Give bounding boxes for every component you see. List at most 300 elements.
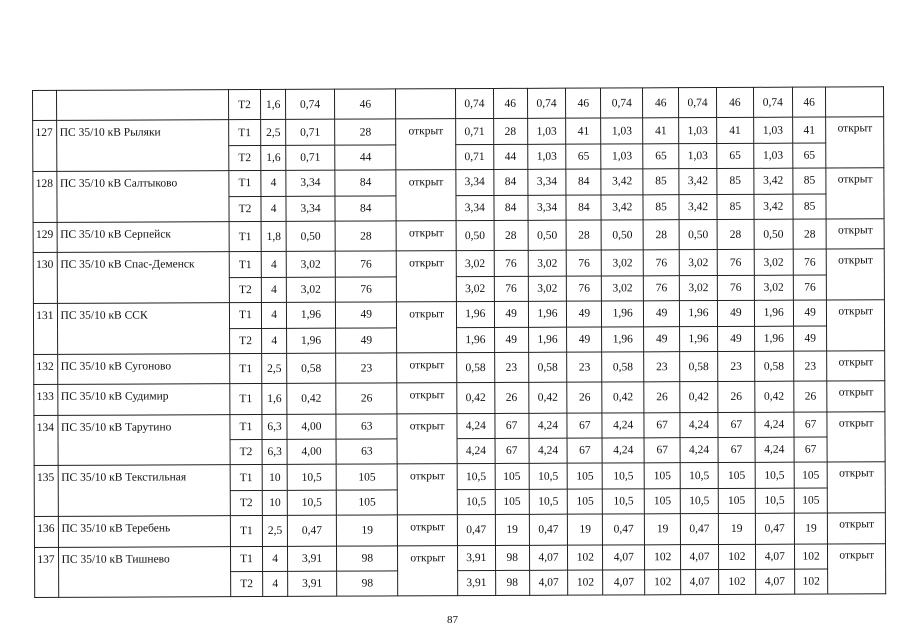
forecast-load: 10,5 bbox=[529, 489, 568, 515]
load-percent: 28 bbox=[335, 221, 397, 252]
forecast-percent: 19 bbox=[794, 513, 828, 544]
forecast-percent: 67 bbox=[495, 413, 529, 439]
status-cell: открыт bbox=[398, 545, 458, 596]
forecast-percent: 76 bbox=[644, 275, 680, 301]
forecast-load: 4,07 bbox=[681, 570, 719, 596]
substation-load-table bbox=[32, 86, 886, 598]
transformer-id: Т2 bbox=[230, 572, 263, 598]
forecast-percent: 67 bbox=[644, 412, 680, 438]
forecast-percent: 84 bbox=[566, 195, 601, 221]
load-value: 3,02 bbox=[286, 252, 335, 278]
forecast-load: 0,47 bbox=[529, 514, 568, 545]
forecast-load: 0,74 bbox=[601, 88, 643, 119]
load-value: 0,71 bbox=[286, 145, 335, 171]
page-number: 87 bbox=[447, 614, 458, 626]
forecast-percent: 76 bbox=[567, 250, 602, 276]
table-row bbox=[33, 168, 884, 197]
forecast-load: 0,71 bbox=[456, 119, 494, 145]
status-cell: открыт bbox=[396, 119, 456, 170]
forecast-load: 1,96 bbox=[602, 326, 644, 352]
forecast-load: 4,07 bbox=[755, 569, 794, 595]
forecast-percent: 67 bbox=[718, 412, 755, 438]
forecast-percent: 28 bbox=[793, 219, 827, 250]
load-value: 0,74 bbox=[285, 89, 334, 120]
row-index: 129 bbox=[33, 222, 57, 252]
forecast-percent: 49 bbox=[567, 301, 602, 327]
rated-power: 4 bbox=[261, 171, 286, 196]
forecast-load: 3,42 bbox=[754, 194, 793, 220]
table-row bbox=[33, 117, 884, 146]
forecast-load: 10,5 bbox=[755, 488, 794, 514]
load-percent: 84 bbox=[335, 195, 397, 221]
forecast-load: 1,96 bbox=[456, 327, 494, 353]
load-percent: 28 bbox=[335, 119, 397, 145]
forecast-load: 1,96 bbox=[754, 300, 793, 326]
forecast-percent: 46 bbox=[566, 88, 601, 119]
forecast-load: 0,74 bbox=[527, 88, 566, 119]
forecast-percent: 102 bbox=[719, 569, 756, 595]
forecast-load: 1,96 bbox=[754, 326, 793, 352]
load-percent: 49 bbox=[335, 302, 397, 328]
substation-name: ПС 35/10 кВ ССК bbox=[57, 303, 229, 355]
forecast-percent: 41 bbox=[792, 117, 826, 143]
forecast-load: 3,02 bbox=[679, 275, 717, 301]
rated-power: 10 bbox=[263, 490, 288, 515]
forecast-load: 0,47 bbox=[680, 514, 718, 545]
status-cell: открыт bbox=[397, 413, 457, 464]
forecast-load: 4,24 bbox=[602, 438, 644, 464]
status-cell: открыт bbox=[398, 515, 458, 546]
forecast-load: 0,58 bbox=[602, 352, 644, 383]
forecast-load: 0,74 bbox=[455, 88, 493, 119]
transformer-id: Т2 bbox=[228, 90, 261, 121]
forecast-load: 10,5 bbox=[602, 489, 644, 515]
transformer-id: Т2 bbox=[230, 440, 263, 466]
forecast-percent: 67 bbox=[495, 438, 529, 464]
forecast-percent: 85 bbox=[717, 169, 754, 195]
transformer-id: Т1 bbox=[229, 353, 262, 384]
forecast-percent: 102 bbox=[568, 570, 603, 596]
forecast-percent: 76 bbox=[643, 250, 679, 276]
forecast-load: 4,24 bbox=[528, 413, 567, 439]
forecast-load: 0,42 bbox=[755, 381, 794, 412]
load-value: 3,34 bbox=[286, 196, 335, 222]
load-value: 10,5 bbox=[287, 490, 336, 516]
load-value: 0,58 bbox=[287, 353, 336, 384]
forecast-percent: 105 bbox=[495, 464, 529, 490]
forecast-percent: 67 bbox=[718, 437, 755, 463]
forecast-percent: 41 bbox=[566, 118, 601, 144]
forecast-load: 1,96 bbox=[528, 327, 567, 353]
load-percent: 63 bbox=[336, 414, 398, 440]
transformer-id: Т1 bbox=[230, 516, 263, 547]
load-percent: 46 bbox=[335, 89, 397, 120]
load-percent: 98 bbox=[337, 571, 399, 597]
row-index: 132 bbox=[34, 354, 58, 384]
forecast-load: 0,71 bbox=[456, 144, 494, 170]
forecast-load: 3,91 bbox=[457, 545, 495, 571]
load-value: 3,91 bbox=[287, 546, 336, 572]
forecast-percent: 26 bbox=[567, 382, 602, 413]
status-cell bbox=[396, 89, 456, 120]
load-percent: 19 bbox=[336, 515, 398, 546]
forecast-load: 10,5 bbox=[680, 488, 718, 514]
forecast-load: 3,02 bbox=[679, 250, 717, 276]
forecast-percent: 65 bbox=[717, 143, 754, 169]
status-right-cell: открыт bbox=[827, 300, 885, 351]
forecast-percent: 28 bbox=[494, 220, 528, 251]
load-value: 0,47 bbox=[287, 515, 336, 546]
forecast-percent: 102 bbox=[568, 545, 603, 571]
load-percent: 23 bbox=[336, 353, 398, 384]
status-cell: открыт bbox=[397, 221, 457, 252]
status-cell: открыт bbox=[397, 251, 457, 302]
substation-name: ПС 35/10 кВ Теребень bbox=[58, 516, 230, 547]
table-row bbox=[33, 249, 884, 278]
load-percent: 49 bbox=[336, 327, 398, 353]
table-row bbox=[34, 381, 885, 415]
status-right-cell: открыт bbox=[827, 249, 885, 300]
load-value: 3,91 bbox=[288, 571, 337, 597]
forecast-percent: 26 bbox=[644, 382, 680, 413]
forecast-percent: 85 bbox=[717, 194, 754, 220]
forecast-load: 4,24 bbox=[457, 413, 495, 439]
status-right-cell bbox=[826, 87, 884, 118]
forecast-percent: 19 bbox=[495, 515, 529, 546]
forecast-load: 1,03 bbox=[527, 119, 566, 145]
row-index bbox=[33, 90, 57, 120]
forecast-load: 0,47 bbox=[457, 515, 495, 546]
substation-name: ПС 35/10 кВ Салтыково bbox=[56, 171, 228, 223]
forecast-percent: 76 bbox=[793, 249, 827, 275]
forecast-load: 0,74 bbox=[753, 87, 792, 118]
table-row bbox=[33, 300, 884, 329]
forecast-load: 3,42 bbox=[679, 169, 717, 195]
forecast-load: 1,03 bbox=[754, 143, 793, 169]
forecast-load: 3,02 bbox=[528, 251, 567, 277]
status-right-cell: открыт bbox=[826, 117, 884, 168]
status-cell: открыт bbox=[396, 170, 456, 221]
row-index: 137 bbox=[34, 547, 58, 598]
substation-name: ПС 35/10 кВ Серпейск bbox=[57, 222, 229, 253]
rated-power: 1,6 bbox=[261, 145, 286, 170]
forecast-load: 1,03 bbox=[753, 118, 792, 144]
rated-power: 4 bbox=[262, 328, 287, 353]
forecast-percent: 46 bbox=[643, 88, 679, 119]
rated-power: 2,5 bbox=[263, 516, 288, 546]
forecast-load: 3,02 bbox=[602, 276, 644, 302]
forecast-load: 4,24 bbox=[680, 412, 718, 438]
table-row bbox=[34, 351, 885, 385]
transformer-id: Т1 bbox=[229, 414, 262, 440]
forecast-load: 1,96 bbox=[528, 301, 567, 327]
row-index: 136 bbox=[34, 517, 58, 547]
forecast-percent: 98 bbox=[495, 545, 529, 571]
forecast-load: 4,07 bbox=[529, 545, 568, 571]
forecast-load: 4,24 bbox=[755, 412, 794, 438]
forecast-load: 4,07 bbox=[603, 570, 645, 596]
rated-power: 4 bbox=[262, 303, 287, 328]
forecast-percent: 28 bbox=[493, 119, 527, 145]
forecast-percent: 49 bbox=[793, 326, 827, 352]
row-index: 134 bbox=[34, 415, 58, 466]
load-percent: 63 bbox=[336, 439, 398, 465]
transformer-id: Т2 bbox=[229, 196, 262, 222]
transformer-id: Т1 bbox=[228, 171, 261, 197]
forecast-percent: 28 bbox=[717, 219, 754, 250]
transformer-id: Т2 bbox=[228, 145, 261, 171]
forecast-percent: 102 bbox=[645, 570, 681, 596]
forecast-load: 10,5 bbox=[602, 463, 644, 489]
substation-name: ПС 35/10 кВ Рыляки bbox=[56, 120, 228, 172]
forecast-percent: 85 bbox=[793, 194, 827, 220]
forecast-load: 0,47 bbox=[603, 514, 645, 545]
transformer-id: Т1 bbox=[230, 546, 263, 572]
load-percent: 44 bbox=[335, 145, 397, 171]
forecast-load: 4,24 bbox=[602, 413, 644, 439]
forecast-percent: 49 bbox=[567, 327, 602, 353]
load-percent: 26 bbox=[336, 383, 398, 414]
forecast-percent: 23 bbox=[718, 351, 755, 382]
forecast-load: 1,96 bbox=[456, 302, 494, 328]
forecast-percent: 49 bbox=[717, 326, 754, 352]
forecast-load: 3,34 bbox=[456, 195, 494, 221]
load-value: 10,5 bbox=[287, 465, 336, 491]
forecast-percent: 19 bbox=[568, 514, 603, 545]
forecast-percent: 65 bbox=[566, 144, 601, 170]
rated-power: 4 bbox=[262, 252, 287, 277]
forecast-percent: 44 bbox=[493, 144, 527, 170]
forecast-percent: 67 bbox=[567, 438, 602, 464]
status-right-cell: открыт bbox=[828, 462, 886, 513]
forecast-percent: 65 bbox=[792, 143, 826, 169]
load-value: 0,42 bbox=[287, 383, 336, 414]
status-right-cell: открыт bbox=[828, 513, 886, 544]
forecast-load: 0,50 bbox=[456, 220, 494, 251]
transformer-id: Т1 bbox=[230, 465, 263, 491]
forecast-percent: 67 bbox=[794, 437, 828, 463]
table-body bbox=[33, 87, 886, 598]
substation-name: ПС 35/10 кВ Спас-Деменск bbox=[57, 252, 229, 304]
forecast-percent: 84 bbox=[494, 195, 528, 221]
rated-power: 10 bbox=[262, 465, 287, 490]
load-value: 0,50 bbox=[286, 221, 335, 252]
row-index: 135 bbox=[34, 466, 58, 517]
row-index: 131 bbox=[33, 304, 57, 355]
forecast-percent: 102 bbox=[718, 544, 755, 570]
forecast-percent: 76 bbox=[793, 275, 827, 301]
forecast-percent: 84 bbox=[494, 170, 528, 196]
substation-name: ПС 35/10 кВ Судимир bbox=[57, 384, 229, 415]
rated-power: 1,6 bbox=[262, 384, 287, 414]
forecast-load: 1,03 bbox=[527, 144, 566, 170]
forecast-percent: 23 bbox=[793, 351, 827, 382]
load-percent: 84 bbox=[335, 170, 397, 196]
forecast-percent: 105 bbox=[644, 489, 680, 515]
forecast-percent: 105 bbox=[718, 463, 755, 489]
status-right-cell: открыт bbox=[827, 219, 885, 250]
table-row bbox=[34, 513, 885, 547]
rated-power: 4 bbox=[263, 546, 288, 571]
forecast-load: 3,02 bbox=[601, 250, 643, 276]
forecast-load: 0,42 bbox=[528, 382, 567, 413]
forecast-percent: 26 bbox=[495, 383, 529, 414]
forecast-percent: 46 bbox=[716, 87, 753, 118]
substation-name bbox=[56, 90, 228, 121]
forecast-percent: 49 bbox=[793, 300, 827, 326]
forecast-percent: 49 bbox=[644, 301, 680, 327]
forecast-load: 3,42 bbox=[601, 194, 643, 220]
forecast-percent: 105 bbox=[644, 463, 680, 489]
forecast-percent: 28 bbox=[643, 220, 679, 251]
table-row bbox=[34, 543, 885, 572]
forecast-load: 3,02 bbox=[754, 250, 793, 276]
forecast-load: 3,42 bbox=[754, 168, 793, 194]
load-value: 1,96 bbox=[286, 302, 335, 328]
forecast-percent: 67 bbox=[644, 438, 680, 464]
forecast-percent: 26 bbox=[793, 381, 827, 412]
status-right-cell: открыт bbox=[827, 381, 885, 412]
forecast-load: 0,50 bbox=[528, 220, 567, 251]
forecast-load: 10,5 bbox=[529, 464, 568, 490]
forecast-percent: 105 bbox=[718, 488, 755, 514]
forecast-percent: 76 bbox=[494, 276, 528, 302]
forecast-percent: 65 bbox=[643, 143, 679, 169]
forecast-percent: 26 bbox=[718, 382, 755, 413]
forecast-percent: 76 bbox=[717, 275, 754, 301]
substation-name: ПС 35/10 кВ Текстильная bbox=[58, 465, 230, 517]
forecast-load: 0,74 bbox=[679, 88, 717, 119]
forecast-percent: 102 bbox=[794, 569, 828, 595]
forecast-percent: 84 bbox=[566, 169, 601, 195]
forecast-percent: 41 bbox=[717, 118, 754, 144]
forecast-percent: 85 bbox=[643, 194, 679, 220]
forecast-percent: 41 bbox=[643, 118, 679, 144]
forecast-percent: 102 bbox=[645, 544, 681, 570]
forecast-load: 10,5 bbox=[755, 463, 794, 489]
forecast-load: 4,24 bbox=[680, 438, 718, 464]
forecast-load: 4,07 bbox=[529, 570, 568, 596]
load-value: 1,96 bbox=[286, 328, 335, 354]
forecast-load: 10,5 bbox=[457, 489, 495, 515]
forecast-percent: 85 bbox=[643, 169, 679, 195]
status-right-cell: открыт bbox=[827, 351, 885, 382]
rated-power: 1,6 bbox=[261, 89, 286, 119]
forecast-load: 3,42 bbox=[601, 169, 643, 195]
rated-power: 2,5 bbox=[261, 120, 286, 145]
row-index: 133 bbox=[34, 385, 58, 415]
transformer-id: Т2 bbox=[229, 328, 262, 354]
row-index: 130 bbox=[33, 253, 57, 304]
forecast-load: 1,03 bbox=[601, 144, 643, 170]
forecast-load: 0,50 bbox=[754, 219, 793, 250]
forecast-load: 0,50 bbox=[601, 220, 643, 251]
rated-power: 6,3 bbox=[262, 439, 287, 464]
forecast-load: 3,02 bbox=[528, 276, 567, 302]
forecast-load: 1,96 bbox=[680, 326, 718, 352]
forecast-load: 0,50 bbox=[679, 219, 717, 250]
forecast-load: 0,58 bbox=[680, 351, 718, 382]
transformer-id: Т1 bbox=[229, 252, 262, 278]
substation-name: ПС 35/10 кВ Сугоново bbox=[57, 354, 229, 385]
forecast-load: 3,02 bbox=[456, 276, 494, 302]
forecast-load: 4,07 bbox=[603, 544, 645, 570]
forecast-percent: 46 bbox=[493, 88, 527, 119]
rated-power: 2,5 bbox=[262, 353, 287, 383]
forecast-percent: 49 bbox=[494, 301, 528, 327]
load-value: 0,71 bbox=[286, 120, 335, 146]
status-right-cell: открыт bbox=[826, 168, 884, 219]
forecast-percent: 23 bbox=[494, 352, 528, 383]
forecast-load: 1,96 bbox=[679, 301, 717, 327]
forecast-percent: 98 bbox=[495, 570, 529, 596]
forecast-load: 0,47 bbox=[755, 513, 794, 544]
forecast-percent: 49 bbox=[494, 327, 528, 353]
forecast-load: 0,42 bbox=[680, 382, 718, 413]
forecast-percent: 49 bbox=[717, 300, 754, 326]
forecast-load: 1,03 bbox=[679, 118, 717, 144]
status-cell: открыт bbox=[397, 383, 457, 414]
forecast-percent: 105 bbox=[568, 463, 603, 489]
transformer-id: Т1 bbox=[229, 384, 262, 415]
forecast-load: 0,58 bbox=[457, 352, 495, 383]
forecast-load: 1,03 bbox=[679, 143, 717, 169]
forecast-load: 1,03 bbox=[601, 118, 643, 144]
forecast-load: 4,24 bbox=[457, 439, 495, 465]
load-percent: 76 bbox=[335, 251, 397, 277]
forecast-percent: 76 bbox=[567, 276, 602, 302]
transformer-id: Т1 bbox=[228, 120, 261, 146]
forecast-load: 3,34 bbox=[527, 195, 566, 221]
forecast-percent: 28 bbox=[567, 220, 602, 251]
load-percent: 76 bbox=[335, 277, 397, 303]
forecast-load: 0,58 bbox=[754, 351, 793, 382]
substation-name: ПС 35/10 кВ Тишнево bbox=[58, 546, 230, 598]
load-percent: 105 bbox=[336, 490, 398, 516]
rated-power: 4 bbox=[263, 571, 288, 596]
forecast-load: 3,02 bbox=[754, 275, 793, 301]
forecast-load: 0,58 bbox=[528, 352, 567, 383]
forecast-percent: 76 bbox=[494, 251, 528, 277]
load-value: 4,00 bbox=[287, 439, 336, 465]
load-value: 4,00 bbox=[287, 414, 336, 440]
forecast-percent: 23 bbox=[644, 352, 680, 383]
row-index: 128 bbox=[33, 172, 57, 223]
load-value: 3,34 bbox=[286, 170, 335, 196]
substation-name: ПС 35/10 кВ Тарутино bbox=[57, 414, 229, 466]
status-cell: открыт bbox=[398, 464, 458, 515]
row-index: 127 bbox=[33, 121, 57, 172]
forecast-load: 4,24 bbox=[755, 437, 794, 463]
forecast-percent: 105 bbox=[794, 488, 828, 514]
rated-power: 1,8 bbox=[261, 221, 286, 251]
forecast-load: 0,42 bbox=[602, 382, 644, 413]
forecast-load: 4,07 bbox=[755, 544, 794, 570]
forecast-load: 4,24 bbox=[529, 438, 568, 464]
rated-power: 6,3 bbox=[262, 414, 287, 439]
status-cell: открыт bbox=[397, 353, 457, 384]
forecast-percent: 102 bbox=[794, 544, 828, 570]
forecast-load: 10,5 bbox=[680, 463, 718, 489]
forecast-load: 4,07 bbox=[681, 544, 719, 570]
transformer-id: Т2 bbox=[229, 277, 262, 303]
transformer-id: Т2 bbox=[230, 490, 263, 516]
forecast-percent: 67 bbox=[794, 412, 828, 438]
table-row bbox=[33, 87, 884, 121]
transformer-id: Т1 bbox=[229, 221, 262, 252]
forecast-load: 0,42 bbox=[457, 383, 495, 414]
forecast-percent: 105 bbox=[568, 489, 603, 515]
